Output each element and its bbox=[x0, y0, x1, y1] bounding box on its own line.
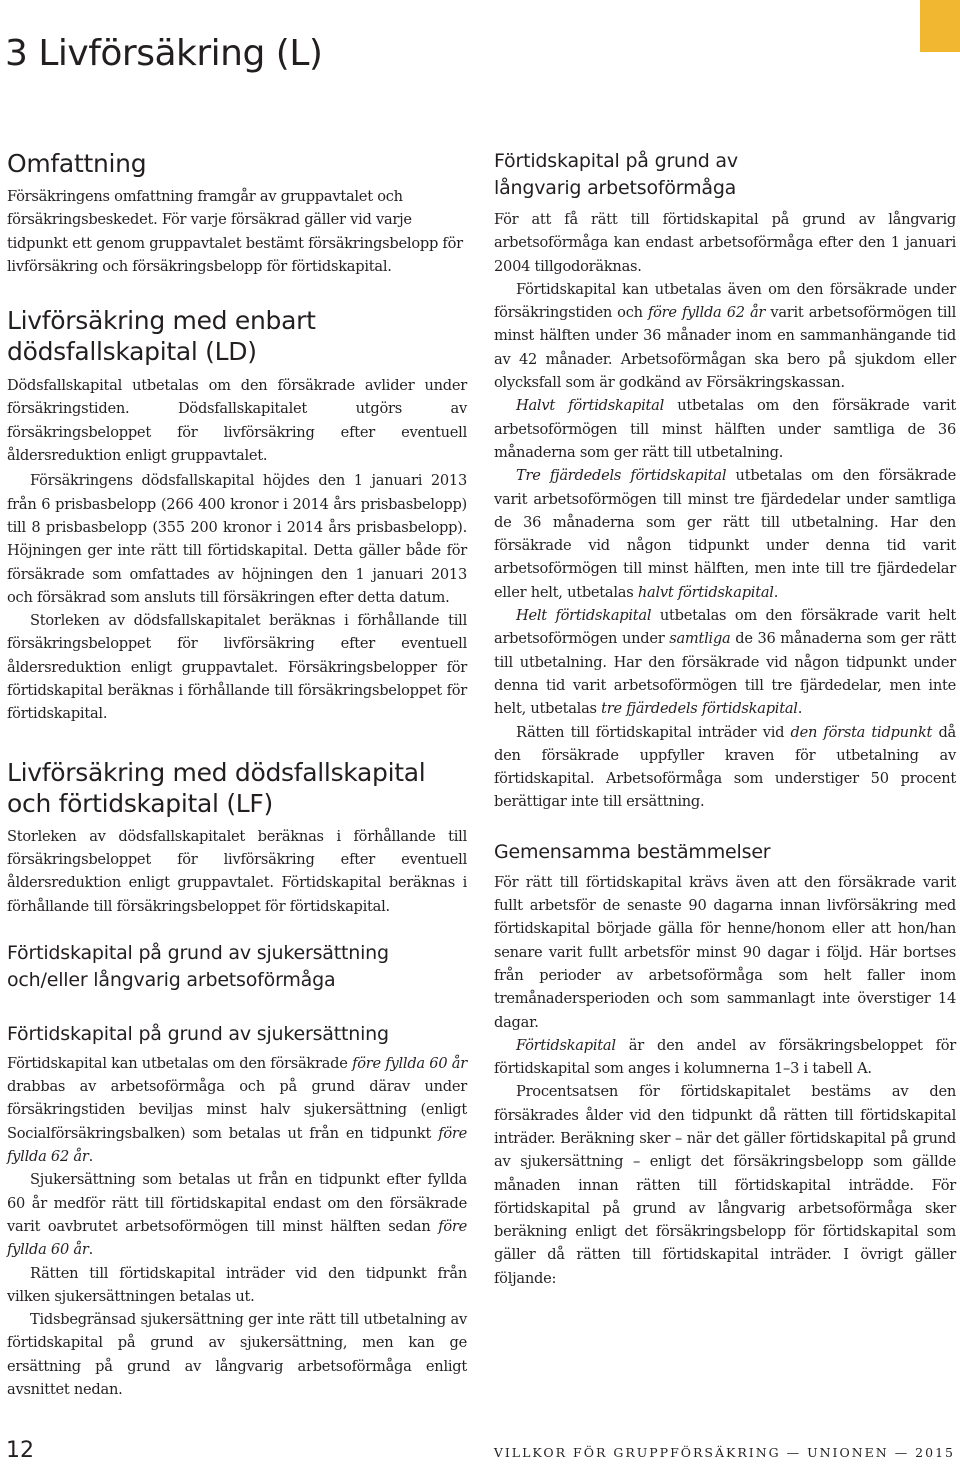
text-gem2-b: är den andel av försäkringsbeloppet för förtidskapital som anges i kolumnerna 1–3 i tabell A. bbox=[494, 1036, 956, 1078]
heading-lf-line2: och förtidskapital (LF) bbox=[7, 788, 273, 818]
heading-lf-line1: Livförsäkring med dödsfallskapital bbox=[7, 757, 426, 787]
text-la5-c: de 36 månaderna som ger rätt till utbetalning. Har den försäkrade vid någon tidpunkt under denna tid varit arbetsoförmögen till tre fjärdedelar, men inte helt, utbetalas bbox=[494, 630, 956, 718]
text-fsj1-a: Förtidskapital kan utbetalas om den försäkrade bbox=[7, 1054, 353, 1072]
heading-fs-line2: och/eller långvarig arbetsoförmåga bbox=[7, 968, 336, 991]
page-title: 3 Livförsäkring (L) bbox=[5, 33, 323, 74]
text-la4-c: . bbox=[773, 583, 779, 601]
heading-la-line2: långvarig arbetsoförmåga bbox=[494, 177, 737, 199]
text-la2-em: före fyllda 62 år bbox=[647, 304, 766, 322]
text-la5-em3: tre fjärdedels förtidskapital bbox=[601, 700, 798, 718]
text-fsj2-b: . bbox=[88, 1241, 93, 1259]
text-la5-d: . bbox=[797, 700, 803, 718]
text-la2-b: varit arbetsoförmögen till minst hälften under 36 månader inom en sammanhängande tid av 42 månader. Arbetsoförmågan ska bero på sjukdom eller olycksfall som är godkänd av Försäkringskassan. bbox=[494, 304, 956, 392]
text-la5-em1: Helt förtidskapital bbox=[516, 607, 652, 625]
heading-fs-line1: Förtidskapital på grund av sjukersättning bbox=[7, 941, 389, 964]
paragraph-la-5 bbox=[494, 604, 956, 720]
text-fsj1-em1: före fyllda 60 år bbox=[352, 1054, 467, 1072]
paragraph-fsj-2 bbox=[7, 1168, 467, 1261]
paragraph-la-4 bbox=[494, 464, 956, 604]
text-la2-a: Förtidskapital kan utbetalas även om den försäkrade under försäkringstiden och bbox=[494, 280, 956, 322]
paragraph-ld-3: Storleken av dödsfallskapitalet beräknas i förhållande till försäkringsbeloppet för livförsäkring efter eventuell åldersreduktion enligt gruppavtalet. Försäkringsbelopper för förtidskapital beräknas i förhållande till försäkringsbeloppet för förtidskapital. bbox=[7, 612, 467, 723]
paragraph-ld-1: Dödsfallskapital utbetalas om den försäkrade avlider under försäkringstiden. Dödsfallskapitalet utgörs av försäkringsbeloppet för livförsäkring efter eventuell åldersreduktion enligt gruppavtalet. bbox=[7, 377, 467, 465]
paragraph-gem-1: För rätt till förtidskapital krävs även att den försäkrade varit fullt arbetsför de senaste 90 dagarna innan livförsäkring med förtidskapital började gälla för henne/honom eller att hon/han senare varit fullt arbetsför minst 90 dagar i följd. Här bortses från perioder av arbetsoförmåga som helt faller inom tremånadersperioden och som sammanlagt inte överstiger 14 dagar. bbox=[494, 873, 956, 1031]
text-la3-b: utbetalas om den försäkrade varit arbetsoförmögen till minst hälften under samtliga de 36 månaderna som ger rätt till utbetalning. bbox=[494, 397, 957, 461]
paragraph-la-2 bbox=[494, 278, 956, 394]
heading-ld-line1: Livförsäkring med enbart bbox=[7, 306, 316, 336]
page-number: 12 bbox=[6, 1438, 34, 1463]
text-la5-em2: samtliga bbox=[669, 630, 731, 648]
text-gem2-em: Förtidskapital bbox=[516, 1036, 616, 1054]
text-la5-b: utbetalas om den försäkrade varit helt arbetsoförmögen under bbox=[494, 607, 956, 648]
heading-la-line1: Förtidskapital på grund av bbox=[494, 150, 738, 172]
paragraph-la-6 bbox=[494, 721, 956, 814]
text-fsj1-c: . bbox=[88, 1148, 93, 1166]
text-la6-b: då den försäkrade uppfyller kraven för utbetalning av förtidskapital. Arbetsoförmåga som understiger 50 procent berättigar inte till ersättning. bbox=[494, 723, 956, 811]
heading-la bbox=[494, 148, 956, 202]
text-la4-em1: Tre fjärdedels förtidskapital bbox=[516, 467, 727, 485]
left-column bbox=[7, 148, 467, 1401]
running-footer-title: VILLKOR FÖR GRUPPFÖRSÄKRING — UNIONEN — 2015 bbox=[493, 1445, 955, 1460]
heading-lf bbox=[7, 757, 467, 819]
paragraph-gem-3: Procentsatsen för förtidskapitalet bestäms av den försäkrades ålder vid den tidpunkt då rätten till förtidskapital inträder. Beräkning sker – när det gäller förtidskapital på grund av sjukersättning – enligt det försäkringsbelopp som gällde månaden innan rätten till förtidskapital inträdde. För förtidskapital på grund av långvarig arbetsoförmåga sker beräkning enligt det försäkringsbelopp för förtidskapital som gäller då rätten till förtidskapital inträder. I övrigt gäller följande: bbox=[494, 1083, 956, 1287]
paragraph-lf: Storleken av dödsfallskapitalet beräknas i förhållande till försäkringsbeloppet för livförsäkring efter eventuell åldersreduktion enligt gruppavtalet. Förtidskapital beräknas i förhållande till försäkringsbeloppet för förtidskapital. bbox=[7, 827, 467, 915]
heading-gemensamma: Gemensamma bestämmelser bbox=[494, 840, 771, 863]
corner-accent-tab bbox=[920, 0, 960, 52]
paragraph-la-1: För att få rätt till förtidskapital på grund av långvarig arbetsoförmåga kan endast arbetsoförmåga efter den 1 januari 2004 tillgodoräknas. bbox=[494, 211, 956, 275]
paragraph-fsj-4: Tidsbegränsad sjukersättning ger inte rätt till utbetalning av förtidskapital på grund av sjukersättning, men kan ge ersättning på grund av långvarig arbetsoförmåga enligt avsnittet nedan. bbox=[7, 1311, 467, 1398]
text-fsj1-em2: före fyllda 62 år bbox=[7, 1124, 467, 1166]
text-fsj2-a: Sjukersättning som betalas ut från en tidpunkt efter fyllda 60 år medför rätt till förtidskapital endast om den försäkrade varit oavbrutet arbetsoförmögen till minst hälften sedan bbox=[7, 1171, 467, 1235]
paragraph-ld-2: Försäkringens dödsfallskapital höjdes den 1 januari 2013 från 6 prisbasbelopp (266 400 kronor i 2014 års prisbasbelopp) till 8 prisbasbelopp (355 200 kronor i 2014 års prisbasbelopp). Höjningen ger inte rätt till förtidskapital. Detta gäller både för försäkrade som omfattades av höjningen den 1 januari 2013 och försäkrad som ansluts till försäkringen efter detta datum. bbox=[7, 472, 467, 606]
heading-omfattning: Omfattning bbox=[7, 149, 147, 178]
text-la4-b: utbetalas om den försäkrade varit arbetsoförmögen till minst tre fjärdedelar under samtliga de 36 månaderna som ger rätt till utbetalning. Har den försäkrade vid någon tidpunkt under denna tid varit arbetsoförmögen till minst hälften, men inte till tre fjärdedelar eller helt, utbetalas bbox=[494, 467, 957, 601]
paragraph-la-3 bbox=[494, 394, 956, 464]
text-fsj1-b: drabbas av arbetsoförmåga och på grund därav under försäkringstiden beviljas minst halv sjukersättning (enligt Socialförsäkringsbalken) som betalas ut från en tidpunkt bbox=[7, 1078, 467, 1142]
heading-fsj: Förtidskapital på grund av sjukersättning bbox=[7, 1022, 389, 1045]
paragraph-gem-2 bbox=[494, 1034, 956, 1081]
text-fsj2-em: före fyllda 60 år bbox=[7, 1217, 467, 1259]
text-la3-em: Halvt förtidskapital bbox=[516, 397, 665, 415]
text-la4-em2: halvt förtidskapital bbox=[637, 583, 774, 601]
right-column bbox=[494, 148, 956, 1290]
text-la6-a: Rätten till förtidskapital inträder vid bbox=[516, 723, 791, 741]
paragraph-fsj-3: Rätten till förtidskapital inträder vid den tidpunkt från vilken sjukersättningen betalas ut. bbox=[7, 1264, 467, 1305]
heading-fs bbox=[7, 940, 467, 994]
heading-ld bbox=[7, 305, 467, 367]
paragraph-omfattning: Försäkringens omfattning framgår av gruppavtalet och försäkringsbeskedet. För varje försäkrad gäller vid varje tidpunkt ett genom gruppavtalet bestämt försäkringsbelopp för livförsäkring och försäkringsbelopp för förtidskapital. bbox=[7, 188, 463, 275]
heading-ld-line2: dödsfallskapital (LD) bbox=[7, 337, 257, 367]
text-la6-em: den första tidpunkt bbox=[790, 723, 933, 741]
paragraph-fsj-1 bbox=[7, 1052, 467, 1168]
